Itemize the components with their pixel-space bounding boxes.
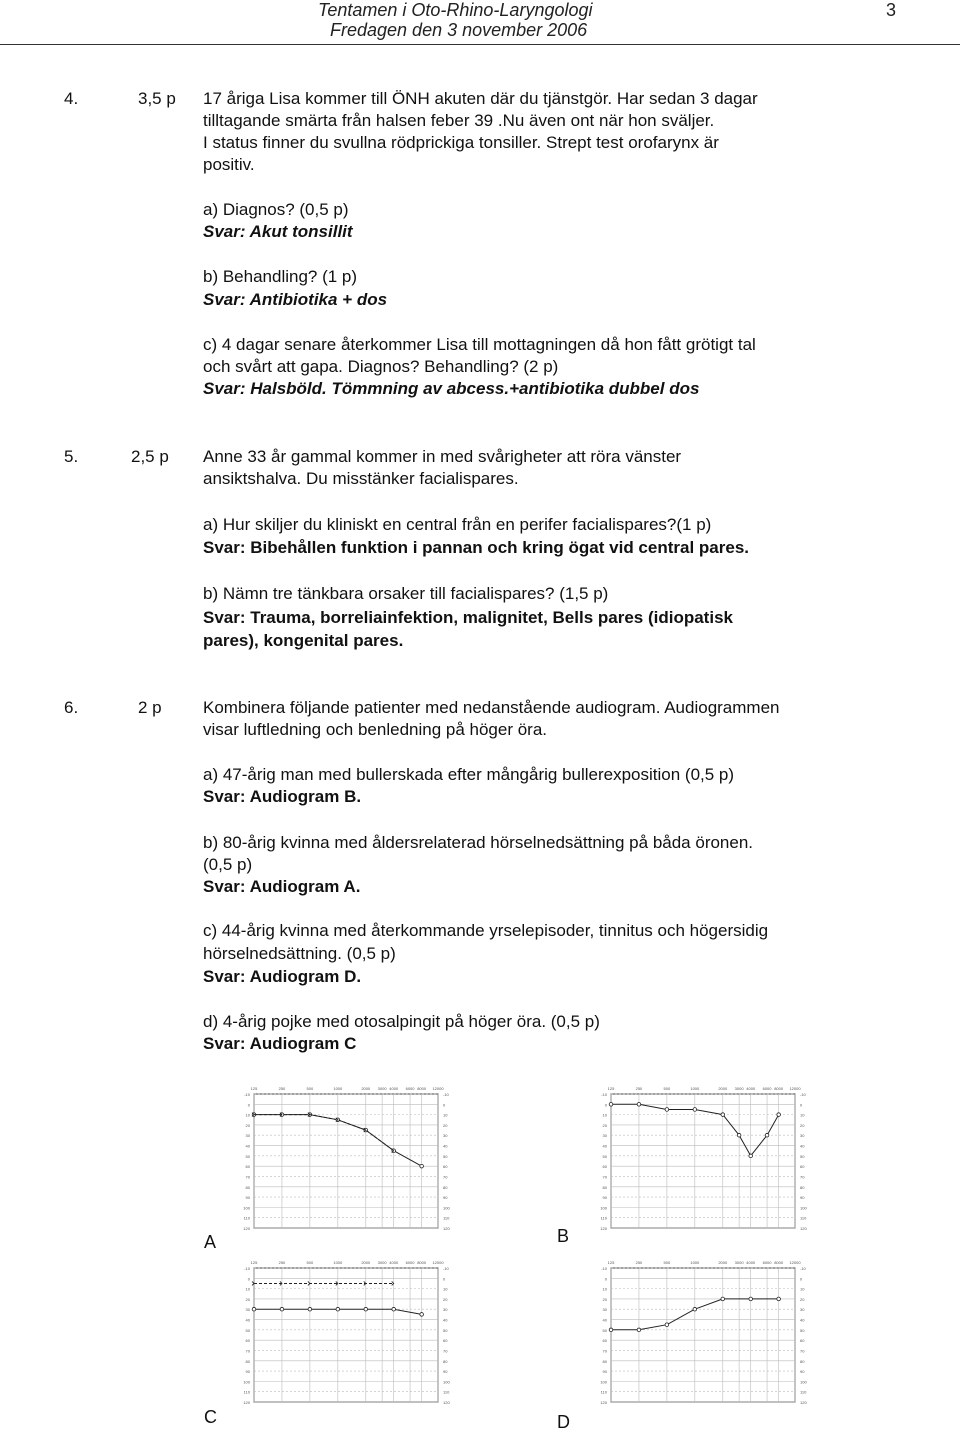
q4c-question-1: c) 4 dagar senare återkommer Lisa till mottagningen då hon fått grötigt tal bbox=[203, 335, 756, 354]
q4b-question: b) Behandling? (1 p) bbox=[203, 267, 358, 286]
y-tick-label: 100 bbox=[243, 1379, 250, 1385]
q6-text-1: Kombinera följande patienter med nedanstående audiogram. Audiogrammen bbox=[203, 698, 780, 717]
q4a-question: a) Diagnos? (0,5 p) bbox=[203, 200, 349, 219]
y-tick-label-right: 20 bbox=[800, 1296, 805, 1302]
data-point bbox=[737, 1133, 741, 1137]
y-tick-label: 10 bbox=[245, 1112, 250, 1118]
y-tick-label: 120 bbox=[600, 1400, 607, 1405]
y-tick-label-right: 100 bbox=[443, 1205, 450, 1211]
y-tick-label-right: 10 bbox=[800, 1286, 805, 1292]
y-tick-label-right: 70 bbox=[443, 1348, 448, 1354]
x-tick-label: 500 bbox=[306, 1086, 314, 1091]
y-tick-label: 20 bbox=[245, 1296, 250, 1302]
y-tick-label: 120 bbox=[600, 1226, 607, 1231]
q4c-question-2: och svårt att gapa. Diagnos? Behandling? (2 p) bbox=[203, 357, 559, 376]
q5a-question: a) Hur skiljer du kliniskt en central från en perifer facialispares?(1 p) bbox=[203, 515, 712, 534]
y-tick-label-right: 110 bbox=[800, 1389, 807, 1395]
data-point bbox=[420, 1164, 424, 1168]
q4-text-2: tilltagande smärta från halsen feber 39 .Nu även ont när hon sväljer. bbox=[203, 111, 715, 130]
y-tick-label: 100 bbox=[600, 1379, 607, 1385]
y-tick-label-right: 90 bbox=[800, 1369, 805, 1375]
y-tick-label: 30 bbox=[245, 1133, 250, 1139]
x-tick-label: 6000 bbox=[405, 1260, 415, 1265]
y-tick-label-right: 20 bbox=[443, 1296, 448, 1302]
y-tick-label-right: 0 bbox=[443, 1102, 446, 1108]
audiogram-c-label: C bbox=[204, 1407, 217, 1427]
q4-text-3: I status finner du svullna rödprickiga tonsiller. Strept test orofarynx är bbox=[203, 133, 719, 152]
data-point bbox=[777, 1297, 781, 1301]
header-divider bbox=[0, 44, 960, 45]
y-tick-label-right: 0 bbox=[800, 1276, 803, 1282]
y-tick-label-right: 60 bbox=[443, 1164, 448, 1170]
y-tick-label-right: 60 bbox=[800, 1164, 805, 1170]
y-tick-label: 60 bbox=[245, 1164, 250, 1170]
data-point bbox=[280, 1307, 284, 1311]
y-tick-label: 60 bbox=[602, 1164, 607, 1170]
y-tick-label-right: 10 bbox=[443, 1112, 448, 1118]
x-tick-label: 8000 bbox=[417, 1260, 427, 1265]
x-tick-label: 6000 bbox=[762, 1260, 772, 1265]
x-tick-label: 12000 bbox=[789, 1260, 801, 1265]
y-tick-label: 10 bbox=[245, 1286, 250, 1292]
exam-date: Fredagen den 3 november 2006 bbox=[330, 20, 588, 40]
y-tick-label-right: 60 bbox=[443, 1338, 448, 1344]
x-tick-label: 4000 bbox=[746, 1260, 756, 1265]
x-tick-label: 125 bbox=[250, 1086, 258, 1091]
y-tick-label-right: 90 bbox=[800, 1195, 805, 1201]
y-tick-label: 20 bbox=[245, 1122, 250, 1128]
y-tick-label: 40 bbox=[245, 1317, 250, 1323]
y-tick-label: 0 bbox=[247, 1102, 250, 1108]
q5-text-2: ansiktshalva. Du misstänker facialispares. bbox=[203, 469, 519, 488]
y-tick-label-right: 110 bbox=[443, 1389, 450, 1395]
y-tick-label-right: 0 bbox=[443, 1276, 446, 1282]
y-tick-label: 80 bbox=[602, 1358, 607, 1364]
y-tick-label-right: 120 bbox=[800, 1400, 807, 1405]
data-point bbox=[777, 1113, 781, 1117]
y-tick-label: 50 bbox=[602, 1327, 607, 1333]
y-tick-label-right: 90 bbox=[443, 1195, 448, 1201]
data-point bbox=[693, 1307, 697, 1311]
y-tick-label: 110 bbox=[600, 1215, 607, 1221]
x-tick-label: 8000 bbox=[774, 1086, 784, 1091]
x-tick-label: 12000 bbox=[789, 1086, 801, 1091]
y-tick-label-right: 30 bbox=[800, 1133, 805, 1139]
y-tick-label-right: 30 bbox=[800, 1307, 805, 1313]
x-tick-label: 6000 bbox=[762, 1086, 772, 1091]
x-tick-label: 125 bbox=[250, 1260, 258, 1265]
data-point bbox=[609, 1328, 613, 1332]
y-tick-label-right: 10 bbox=[443, 1286, 448, 1292]
y-tick-label-right: 90 bbox=[443, 1369, 448, 1375]
y-tick-label: 70 bbox=[245, 1348, 250, 1354]
y-tick-label: 30 bbox=[602, 1307, 607, 1313]
q6-number: 6. bbox=[64, 698, 79, 717]
q6b-answer: Svar: Audiogram A. bbox=[203, 877, 361, 896]
y-tick-label: 90 bbox=[245, 1369, 250, 1375]
x-tick-label: 2000 bbox=[718, 1260, 728, 1265]
y-tick-label: -10 bbox=[244, 1092, 250, 1097]
x-tick-label: 8000 bbox=[417, 1086, 427, 1091]
y-tick-label: 0 bbox=[604, 1102, 607, 1108]
y-tick-label: 30 bbox=[602, 1133, 607, 1139]
data-point bbox=[637, 1328, 641, 1332]
plot-frame bbox=[611, 1268, 795, 1402]
data-point bbox=[721, 1297, 725, 1301]
q6c-question-1: c) 44-årig kvinna med återkommande yrselepisoder, tinnitus och högersidig bbox=[203, 921, 769, 940]
y-tick-label: 0 bbox=[604, 1276, 607, 1282]
x-tick-label: 4000 bbox=[746, 1086, 756, 1091]
y-tick-label: 10 bbox=[602, 1286, 607, 1292]
audiogram-d bbox=[585, 1252, 820, 1424]
y-tick-label-right: 120 bbox=[443, 1400, 450, 1405]
x-tick-label: 6000 bbox=[405, 1086, 415, 1091]
x-tick-label: 1000 bbox=[690, 1086, 700, 1091]
q4-number: 4. bbox=[64, 89, 79, 108]
data-point bbox=[308, 1307, 312, 1311]
x-tick-label: 2000 bbox=[361, 1086, 371, 1091]
y-tick-label-right: 110 bbox=[443, 1215, 450, 1221]
audiogram-a bbox=[228, 1078, 463, 1250]
q5-number: 5. bbox=[64, 447, 79, 466]
q6a-question: a) 47-årig man med bullerskada efter mångårig bullerexposition (0,5 p) bbox=[203, 765, 735, 784]
y-tick-label-right: 120 bbox=[443, 1226, 450, 1231]
y-tick-label: 80 bbox=[245, 1184, 250, 1190]
x-tick-label: 4000 bbox=[389, 1260, 399, 1265]
y-tick-label: 110 bbox=[600, 1389, 607, 1395]
q6d-question: d) 4-årig pojke med otosalpingit på höger öra. (0,5 p) bbox=[203, 1012, 600, 1031]
x-tick-label: 1000 bbox=[333, 1086, 343, 1091]
y-tick-label-right: 70 bbox=[800, 1174, 805, 1180]
y-tick-label-right: -10 bbox=[800, 1266, 806, 1271]
data-point bbox=[765, 1133, 769, 1137]
x-tick-label: 250 bbox=[278, 1260, 286, 1265]
y-tick-label-right: -10 bbox=[443, 1092, 449, 1097]
q4-text-4: positiv. bbox=[203, 155, 255, 174]
y-tick-label-right: 50 bbox=[800, 1153, 805, 1159]
x-tick-label: 250 bbox=[635, 1260, 643, 1265]
data-point bbox=[252, 1307, 256, 1311]
y-tick-label-right: 50 bbox=[443, 1153, 448, 1159]
q4-text-1: 17 åriga Lisa kommer till ÖNH akuten där du tjänstgör. Har sedan 3 dagar bbox=[203, 89, 758, 108]
q6d-answer: Svar: Audiogram C bbox=[203, 1034, 357, 1053]
x-tick-label: 2000 bbox=[718, 1086, 728, 1091]
x-tick-label: 125 bbox=[607, 1260, 615, 1265]
y-tick-label: 60 bbox=[602, 1338, 607, 1344]
q5b-question: b) Nämn tre tänkbara orsaker till facialispares? (1,5 p) bbox=[203, 584, 609, 603]
y-tick-label: 20 bbox=[602, 1296, 607, 1302]
q4b-answer: Svar: Antibiotika + dos bbox=[203, 290, 388, 309]
data-point bbox=[637, 1103, 641, 1107]
q5-text-1: Anne 33 år gammal kommer in med svårigheter att röra vänster bbox=[203, 447, 682, 466]
q5a-answer: Svar: Bibehållen funktion i pannan och kring ögat vid central pares. bbox=[203, 538, 749, 557]
x-tick-label: 1000 bbox=[690, 1260, 700, 1265]
data-point bbox=[693, 1108, 697, 1112]
x-tick-label: 250 bbox=[635, 1086, 643, 1091]
y-tick-label-right: 30 bbox=[443, 1133, 448, 1139]
y-tick-label: -10 bbox=[601, 1266, 607, 1271]
y-tick-label: 40 bbox=[602, 1143, 607, 1149]
y-tick-label: 30 bbox=[245, 1307, 250, 1313]
data-point bbox=[392, 1307, 396, 1311]
audiogram-b bbox=[585, 1078, 820, 1250]
x-tick-label: 500 bbox=[663, 1260, 671, 1265]
q4c-answer: Svar: Halsböld. Tömmning av abcess.+antibiotika dubbel dos bbox=[203, 379, 700, 398]
y-tick-label-right: 120 bbox=[800, 1226, 807, 1231]
x-tick-label: 8000 bbox=[774, 1260, 784, 1265]
y-tick-label-right: 40 bbox=[800, 1143, 805, 1149]
y-tick-label-right: 110 bbox=[800, 1215, 807, 1221]
audiogram-d-label: D bbox=[557, 1412, 570, 1432]
y-tick-label: -10 bbox=[244, 1266, 250, 1271]
y-tick-label: 100 bbox=[243, 1205, 250, 1211]
x-tick-label: 1000 bbox=[333, 1260, 343, 1265]
y-tick-label-right: 100 bbox=[443, 1379, 450, 1385]
data-point bbox=[609, 1103, 613, 1107]
data-point bbox=[665, 1323, 669, 1327]
y-tick-label-right: 20 bbox=[800, 1122, 805, 1128]
x-tick-label: 4000 bbox=[389, 1086, 399, 1091]
y-tick-label: 50 bbox=[602, 1153, 607, 1159]
y-tick-label-right: 100 bbox=[800, 1379, 807, 1385]
q6b-question-2: (0,5 p) bbox=[203, 855, 253, 874]
y-tick-label-right: 50 bbox=[800, 1327, 805, 1333]
q5b-answer-2: pares), kongenital pares. bbox=[203, 631, 404, 650]
y-tick-label: 10 bbox=[602, 1112, 607, 1118]
y-tick-label-right: 80 bbox=[443, 1358, 448, 1364]
y-tick-label-right: 100 bbox=[800, 1205, 807, 1211]
y-tick-label: 100 bbox=[600, 1205, 607, 1211]
q6-points: 2 p bbox=[138, 698, 162, 717]
x-tick-label: 500 bbox=[306, 1260, 314, 1265]
y-tick-label-right: 30 bbox=[443, 1307, 448, 1313]
y-tick-label-right: 70 bbox=[443, 1174, 448, 1180]
q5b-answer-1: Svar: Trauma, borreliainfektion, malignitet, Bells pares (idiopatisk bbox=[203, 608, 733, 627]
q5-points: 2,5 p bbox=[131, 447, 169, 466]
y-tick-label: 50 bbox=[245, 1153, 250, 1159]
x-tick-label: 3000 bbox=[377, 1260, 387, 1265]
y-tick-label-right: -10 bbox=[800, 1092, 806, 1097]
x-tick-label: 250 bbox=[278, 1086, 286, 1091]
data-point bbox=[665, 1108, 669, 1112]
q6a-answer: Svar: Audiogram B. bbox=[203, 787, 362, 806]
x-tick-label: 12000 bbox=[432, 1260, 444, 1265]
y-tick-label: 110 bbox=[243, 1215, 250, 1221]
x-tick-label: 2000 bbox=[361, 1260, 371, 1265]
y-tick-label-right: 40 bbox=[443, 1317, 448, 1323]
y-tick-label: 40 bbox=[602, 1317, 607, 1323]
y-tick-label-right: 0 bbox=[800, 1102, 803, 1108]
data-point bbox=[721, 1113, 725, 1117]
q6c-answer: Svar: Audiogram D. bbox=[203, 967, 362, 986]
y-tick-label-right: 10 bbox=[800, 1112, 805, 1118]
data-point bbox=[364, 1307, 368, 1311]
page-number: 3 bbox=[886, 0, 897, 20]
plot-frame bbox=[254, 1268, 438, 1402]
q6b-question-1: b) 80-årig kvinna med åldersrelaterad hörselnedsättning på båda öronen. bbox=[203, 833, 754, 852]
x-tick-label: 12000 bbox=[432, 1086, 444, 1091]
y-tick-label: 120 bbox=[243, 1400, 250, 1405]
audiogram-a-label: A bbox=[204, 1232, 217, 1252]
data-point bbox=[420, 1313, 424, 1317]
x-tick-label: 3000 bbox=[734, 1086, 744, 1091]
y-tick-label-right: 60 bbox=[800, 1338, 805, 1344]
x-tick-label: 3000 bbox=[377, 1086, 387, 1091]
y-tick-label-right: 80 bbox=[443, 1184, 448, 1190]
exam-title: Tentamen i Oto-Rhino-Laryngologi bbox=[318, 0, 593, 20]
y-tick-label: 90 bbox=[602, 1195, 607, 1201]
x-tick-label: 3000 bbox=[734, 1260, 744, 1265]
q6c-question-2: hörselnedsättning. (0,5 p) bbox=[203, 944, 396, 963]
audiogram-c bbox=[228, 1252, 463, 1424]
y-tick-label: -10 bbox=[601, 1092, 607, 1097]
y-tick-label: 40 bbox=[245, 1143, 250, 1149]
y-tick-label: 70 bbox=[245, 1174, 250, 1180]
y-tick-label: 80 bbox=[245, 1358, 250, 1364]
data-point bbox=[749, 1154, 753, 1158]
y-tick-label-right: 40 bbox=[443, 1143, 448, 1149]
data-point bbox=[336, 1307, 340, 1311]
q4a-answer: Svar: Akut tonsillit bbox=[203, 222, 353, 241]
y-tick-label-right: 80 bbox=[800, 1184, 805, 1190]
q6-text-2: visar luftledning och benledning på höger öra. bbox=[203, 720, 548, 739]
y-tick-label: 80 bbox=[602, 1184, 607, 1190]
q4-points: 3,5 p bbox=[138, 89, 176, 108]
y-tick-label: 90 bbox=[602, 1369, 607, 1375]
y-tick-label-right: 40 bbox=[800, 1317, 805, 1323]
y-tick-label: 20 bbox=[602, 1122, 607, 1128]
y-tick-label: 60 bbox=[245, 1338, 250, 1344]
y-tick-label: 120 bbox=[243, 1226, 250, 1231]
y-tick-label: 0 bbox=[247, 1276, 250, 1282]
y-tick-label-right: 80 bbox=[800, 1358, 805, 1364]
y-tick-label-right: 70 bbox=[800, 1348, 805, 1354]
y-tick-label: 110 bbox=[243, 1389, 250, 1395]
y-tick-label-right: 20 bbox=[443, 1122, 448, 1128]
audiogram-b-label: B bbox=[557, 1226, 570, 1246]
y-tick-label: 90 bbox=[245, 1195, 250, 1201]
y-tick-label: 70 bbox=[602, 1348, 607, 1354]
y-tick-label-right: 50 bbox=[443, 1327, 448, 1333]
x-tick-label: 125 bbox=[607, 1086, 615, 1091]
x-tick-label: 500 bbox=[663, 1086, 671, 1091]
y-tick-label-right: -10 bbox=[443, 1266, 449, 1271]
y-tick-label: 50 bbox=[245, 1327, 250, 1333]
y-tick-label: 70 bbox=[602, 1174, 607, 1180]
data-point bbox=[749, 1297, 753, 1301]
plot-frame bbox=[611, 1094, 795, 1228]
